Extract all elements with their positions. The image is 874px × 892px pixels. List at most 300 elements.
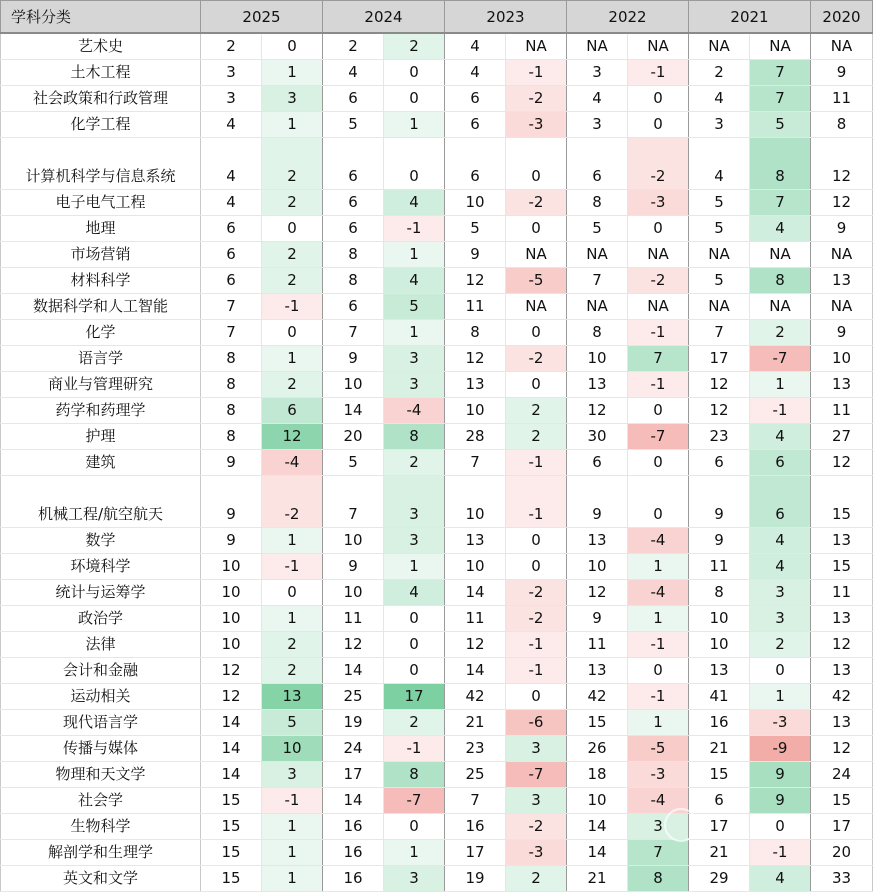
rank-cell[interactable]: NA bbox=[689, 33, 750, 60]
change-cell[interactable]: 0 bbox=[628, 216, 689, 242]
change-cell[interactable]: -1 bbox=[384, 736, 445, 762]
rank-cell[interactable]: 8 bbox=[567, 320, 628, 346]
change-cell[interactable]: 5 bbox=[750, 112, 811, 138]
header-year-2020[interactable]: 2020 bbox=[811, 1, 873, 34]
rank-cell[interactable]: 13 bbox=[567, 372, 628, 398]
rank-cell[interactable]: 15 bbox=[811, 554, 873, 580]
category-cell[interactable]: 法律 bbox=[1, 632, 201, 658]
rank-cell[interactable]: 27 bbox=[811, 424, 873, 450]
rank-cell[interactable]: 13 bbox=[811, 372, 873, 398]
change-cell[interactable]: 0 bbox=[384, 658, 445, 684]
rank-cell[interactable]: 5 bbox=[445, 216, 506, 242]
change-cell[interactable]: 1 bbox=[384, 840, 445, 866]
rank-cell[interactable]: NA bbox=[689, 294, 750, 320]
change-cell[interactable]: -2 bbox=[506, 606, 567, 632]
rank-cell[interactable]: 12 bbox=[811, 450, 873, 476]
category-cell[interactable]: 机械工程/航空航天 bbox=[1, 476, 201, 528]
rank-cell[interactable]: 2 bbox=[689, 60, 750, 86]
change-cell[interactable]: 7 bbox=[750, 86, 811, 112]
rank-cell[interactable]: 13 bbox=[445, 372, 506, 398]
rank-cell[interactable]: 3 bbox=[201, 60, 262, 86]
rank-cell[interactable]: 14 bbox=[445, 658, 506, 684]
rank-cell[interactable]: 10 bbox=[323, 372, 384, 398]
change-cell[interactable]: 0 bbox=[262, 320, 323, 346]
rank-cell[interactable]: 7 bbox=[201, 294, 262, 320]
category-cell[interactable]: 土木工程 bbox=[1, 60, 201, 86]
change-cell[interactable]: 6 bbox=[262, 398, 323, 424]
change-cell[interactable]: 1 bbox=[262, 814, 323, 840]
rank-cell[interactable]: 6 bbox=[323, 216, 384, 242]
change-cell[interactable]: -7 bbox=[506, 762, 567, 788]
rank-cell[interactable]: 4 bbox=[323, 60, 384, 86]
rank-cell[interactable]: 6 bbox=[201, 242, 262, 268]
rank-cell[interactable]: 10 bbox=[201, 580, 262, 606]
category-cell[interactable]: 计算机科学与信息系统 bbox=[1, 138, 201, 190]
rank-cell[interactable]: 19 bbox=[445, 866, 506, 892]
change-cell[interactable]: -3 bbox=[628, 762, 689, 788]
rank-cell[interactable]: 12 bbox=[811, 190, 873, 216]
rank-cell[interactable]: 17 bbox=[445, 840, 506, 866]
change-cell[interactable]: 3 bbox=[384, 476, 445, 528]
category-cell[interactable]: 物理和天文学 bbox=[1, 762, 201, 788]
rank-cell[interactable]: 10 bbox=[689, 606, 750, 632]
rank-cell[interactable]: 11 bbox=[567, 632, 628, 658]
change-cell[interactable]: 0 bbox=[506, 554, 567, 580]
rank-cell[interactable]: 10 bbox=[323, 528, 384, 554]
change-cell[interactable]: -1 bbox=[750, 398, 811, 424]
change-cell[interactable]: 0 bbox=[628, 658, 689, 684]
change-cell[interactable]: 0 bbox=[384, 814, 445, 840]
change-cell[interactable]: 1 bbox=[262, 866, 323, 892]
change-cell[interactable]: -2 bbox=[506, 86, 567, 112]
rank-cell[interactable]: 15 bbox=[201, 840, 262, 866]
rank-cell[interactable]: 7 bbox=[445, 788, 506, 814]
rank-cell[interactable]: 5 bbox=[323, 450, 384, 476]
rank-cell[interactable]: NA bbox=[811, 242, 873, 268]
change-cell[interactable]: 9 bbox=[750, 788, 811, 814]
change-cell[interactable]: 0 bbox=[384, 86, 445, 112]
change-cell[interactable]: 8 bbox=[628, 866, 689, 892]
rank-cell[interactable]: 8 bbox=[323, 268, 384, 294]
rank-cell[interactable]: 15 bbox=[201, 788, 262, 814]
rank-cell[interactable]: 6 bbox=[567, 450, 628, 476]
change-cell[interactable]: 3 bbox=[262, 762, 323, 788]
rank-cell[interactable]: 20 bbox=[323, 424, 384, 450]
change-cell[interactable]: 0 bbox=[506, 320, 567, 346]
rank-cell[interactable]: 5 bbox=[689, 268, 750, 294]
rank-cell[interactable]: 8 bbox=[201, 346, 262, 372]
rank-cell[interactable]: 14 bbox=[567, 840, 628, 866]
rank-cell[interactable]: 12 bbox=[201, 658, 262, 684]
change-cell[interactable]: 17 bbox=[384, 684, 445, 710]
rank-cell[interactable]: 12 bbox=[811, 632, 873, 658]
rank-cell[interactable]: 13 bbox=[689, 658, 750, 684]
rank-cell[interactable]: 8 bbox=[445, 320, 506, 346]
rank-cell[interactable]: 12 bbox=[689, 398, 750, 424]
rank-cell[interactable]: 16 bbox=[689, 710, 750, 736]
change-cell[interactable]: -4 bbox=[628, 528, 689, 554]
rank-cell[interactable]: 14 bbox=[567, 814, 628, 840]
change-cell[interactable]: 3 bbox=[628, 814, 689, 840]
category-cell[interactable]: 地理 bbox=[1, 216, 201, 242]
change-cell[interactable]: -3 bbox=[506, 840, 567, 866]
change-cell[interactable]: NA bbox=[628, 33, 689, 60]
change-cell[interactable]: 12 bbox=[262, 424, 323, 450]
category-cell[interactable]: 生物科学 bbox=[1, 814, 201, 840]
rank-cell[interactable]: 17 bbox=[689, 814, 750, 840]
change-cell[interactable]: -2 bbox=[506, 814, 567, 840]
change-cell[interactable]: -3 bbox=[628, 190, 689, 216]
change-cell[interactable]: NA bbox=[750, 33, 811, 60]
rank-cell[interactable]: 8 bbox=[201, 398, 262, 424]
header-year-2025[interactable]: 2025 bbox=[201, 1, 323, 34]
change-cell[interactable]: 2 bbox=[384, 450, 445, 476]
category-cell[interactable]: 统计与运筹学 bbox=[1, 580, 201, 606]
change-cell[interactable]: -7 bbox=[384, 788, 445, 814]
rank-cell[interactable]: 9 bbox=[323, 346, 384, 372]
rank-cell[interactable]: 7 bbox=[323, 476, 384, 528]
change-cell[interactable]: 0 bbox=[262, 33, 323, 60]
category-cell[interactable]: 化学 bbox=[1, 320, 201, 346]
category-cell[interactable]: 材料科学 bbox=[1, 268, 201, 294]
header-year-2023[interactable]: 2023 bbox=[445, 1, 567, 34]
rank-cell[interactable]: 15 bbox=[567, 710, 628, 736]
rank-cell[interactable]: 5 bbox=[567, 216, 628, 242]
rank-cell[interactable]: 6 bbox=[323, 294, 384, 320]
rank-cell[interactable]: 4 bbox=[445, 60, 506, 86]
change-cell[interactable]: NA bbox=[506, 294, 567, 320]
rank-cell[interactable]: 10 bbox=[445, 190, 506, 216]
change-cell[interactable]: 3 bbox=[262, 86, 323, 112]
rank-cell[interactable]: NA bbox=[567, 242, 628, 268]
rank-cell[interactable]: 14 bbox=[201, 762, 262, 788]
rank-cell[interactable]: 13 bbox=[811, 528, 873, 554]
category-cell[interactable]: 现代语言学 bbox=[1, 710, 201, 736]
rank-cell[interactable]: 11 bbox=[689, 554, 750, 580]
change-cell[interactable]: 2 bbox=[384, 710, 445, 736]
change-cell[interactable]: NA bbox=[506, 242, 567, 268]
rank-cell[interactable]: 4 bbox=[201, 112, 262, 138]
change-cell[interactable]: NA bbox=[750, 294, 811, 320]
rank-cell[interactable]: 12 bbox=[445, 268, 506, 294]
header-year-2022[interactable]: 2022 bbox=[567, 1, 689, 34]
change-cell[interactable]: 3 bbox=[506, 788, 567, 814]
change-cell[interactable]: 0 bbox=[506, 528, 567, 554]
rank-cell[interactable]: NA bbox=[811, 33, 873, 60]
category-cell[interactable]: 运动相关 bbox=[1, 684, 201, 710]
rank-cell[interactable]: 13 bbox=[567, 658, 628, 684]
change-cell[interactable]: 5 bbox=[384, 294, 445, 320]
rank-cell[interactable]: 7 bbox=[689, 320, 750, 346]
rank-cell[interactable]: 11 bbox=[323, 606, 384, 632]
rank-cell[interactable]: 3 bbox=[567, 112, 628, 138]
category-cell[interactable]: 解剖学和生理学 bbox=[1, 840, 201, 866]
category-cell[interactable]: 数学 bbox=[1, 528, 201, 554]
change-cell[interactable]: -1 bbox=[506, 60, 567, 86]
change-cell[interactable]: 7 bbox=[750, 60, 811, 86]
change-cell[interactable]: 2 bbox=[750, 632, 811, 658]
change-cell[interactable]: 2 bbox=[262, 632, 323, 658]
rank-cell[interactable]: 14 bbox=[323, 658, 384, 684]
rank-cell[interactable]: 23 bbox=[445, 736, 506, 762]
change-cell[interactable]: 1 bbox=[628, 554, 689, 580]
rank-cell[interactable]: NA bbox=[689, 242, 750, 268]
rank-cell[interactable]: 8 bbox=[811, 112, 873, 138]
change-cell[interactable]: 0 bbox=[628, 112, 689, 138]
change-cell[interactable]: 0 bbox=[262, 216, 323, 242]
change-cell[interactable]: 4 bbox=[750, 528, 811, 554]
rank-cell[interactable]: 9 bbox=[201, 476, 262, 528]
change-cell[interactable]: -4 bbox=[628, 788, 689, 814]
rank-cell[interactable]: 7 bbox=[323, 320, 384, 346]
change-cell[interactable]: 1 bbox=[750, 372, 811, 398]
rank-cell[interactable]: 12 bbox=[811, 138, 873, 190]
change-cell[interactable]: 0 bbox=[750, 658, 811, 684]
category-cell[interactable]: 艺术史 bbox=[1, 33, 201, 60]
change-cell[interactable]: 3 bbox=[384, 528, 445, 554]
rank-cell[interactable]: 10 bbox=[445, 398, 506, 424]
rank-cell[interactable]: 12 bbox=[323, 632, 384, 658]
change-cell[interactable]: 6 bbox=[750, 450, 811, 476]
change-cell[interactable]: -3 bbox=[750, 710, 811, 736]
rank-cell[interactable]: 15 bbox=[201, 814, 262, 840]
rank-cell[interactable]: 25 bbox=[445, 762, 506, 788]
change-cell[interactable]: 1 bbox=[262, 60, 323, 86]
rank-cell[interactable]: NA bbox=[567, 294, 628, 320]
category-cell[interactable]: 化学工程 bbox=[1, 112, 201, 138]
change-cell[interactable]: 8 bbox=[384, 762, 445, 788]
change-cell[interactable]: 5 bbox=[262, 710, 323, 736]
category-cell[interactable]: 传播与媒体 bbox=[1, 736, 201, 762]
change-cell[interactable]: -1 bbox=[506, 450, 567, 476]
rank-cell[interactable]: 14 bbox=[323, 788, 384, 814]
change-cell[interactable]: 2 bbox=[262, 268, 323, 294]
rank-cell[interactable]: 42 bbox=[811, 684, 873, 710]
rank-cell[interactable]: 13 bbox=[811, 710, 873, 736]
category-cell[interactable]: 市场营销 bbox=[1, 242, 201, 268]
rank-cell[interactable]: 17 bbox=[811, 814, 873, 840]
rank-cell[interactable]: 4 bbox=[689, 86, 750, 112]
category-cell[interactable]: 药学和药理学 bbox=[1, 398, 201, 424]
rank-cell[interactable]: 13 bbox=[811, 606, 873, 632]
rank-cell[interactable]: 4 bbox=[201, 190, 262, 216]
change-cell[interactable]: 4 bbox=[750, 424, 811, 450]
rank-cell[interactable]: 10 bbox=[567, 346, 628, 372]
rank-cell[interactable]: 12 bbox=[201, 684, 262, 710]
rank-cell[interactable]: 42 bbox=[567, 684, 628, 710]
rank-cell[interactable]: 11 bbox=[811, 580, 873, 606]
change-cell[interactable]: -1 bbox=[262, 294, 323, 320]
change-cell[interactable]: 0 bbox=[506, 372, 567, 398]
change-cell[interactable]: 1 bbox=[628, 606, 689, 632]
change-cell[interactable]: 1 bbox=[628, 710, 689, 736]
change-cell[interactable]: -9 bbox=[750, 736, 811, 762]
change-cell[interactable]: 2 bbox=[506, 398, 567, 424]
change-cell[interactable]: 6 bbox=[750, 476, 811, 528]
change-cell[interactable]: 0 bbox=[384, 606, 445, 632]
rank-cell[interactable]: 2 bbox=[323, 33, 384, 60]
rank-cell[interactable]: 4 bbox=[445, 33, 506, 60]
rank-cell[interactable]: 29 bbox=[689, 866, 750, 892]
change-cell[interactable]: 7 bbox=[628, 840, 689, 866]
change-cell[interactable]: -3 bbox=[506, 112, 567, 138]
header-category[interactable]: 学科分类 bbox=[1, 1, 201, 34]
rank-cell[interactable]: 13 bbox=[811, 658, 873, 684]
rank-cell[interactable]: 8 bbox=[689, 580, 750, 606]
rank-cell[interactable]: 10 bbox=[811, 346, 873, 372]
change-cell[interactable]: 1 bbox=[384, 554, 445, 580]
rank-cell[interactable]: 23 bbox=[689, 424, 750, 450]
rank-cell[interactable]: 5 bbox=[689, 216, 750, 242]
rank-cell[interactable]: 11 bbox=[811, 86, 873, 112]
change-cell[interactable]: -2 bbox=[506, 190, 567, 216]
rank-cell[interactable]: 6 bbox=[689, 450, 750, 476]
change-cell[interactable]: -1 bbox=[628, 60, 689, 86]
change-cell[interactable]: 0 bbox=[384, 60, 445, 86]
rank-cell[interactable]: 14 bbox=[201, 736, 262, 762]
change-cell[interactable]: 1 bbox=[262, 606, 323, 632]
rank-cell[interactable]: 13 bbox=[567, 528, 628, 554]
change-cell[interactable]: -1 bbox=[262, 554, 323, 580]
rank-cell[interactable]: 9 bbox=[689, 528, 750, 554]
rank-cell[interactable]: 10 bbox=[201, 632, 262, 658]
category-cell[interactable]: 环境科学 bbox=[1, 554, 201, 580]
change-cell[interactable]: 0 bbox=[628, 450, 689, 476]
rank-cell[interactable]: 9 bbox=[811, 320, 873, 346]
change-cell[interactable]: -2 bbox=[262, 476, 323, 528]
rank-cell[interactable]: 12 bbox=[567, 398, 628, 424]
change-cell[interactable]: 0 bbox=[628, 86, 689, 112]
category-cell[interactable]: 语言学 bbox=[1, 346, 201, 372]
rank-cell[interactable]: 16 bbox=[445, 814, 506, 840]
rank-cell[interactable]: 10 bbox=[323, 580, 384, 606]
change-cell[interactable]: 1 bbox=[750, 684, 811, 710]
change-cell[interactable]: 3 bbox=[384, 372, 445, 398]
rank-cell[interactable]: 10 bbox=[567, 554, 628, 580]
rank-cell[interactable]: 14 bbox=[201, 710, 262, 736]
rank-cell[interactable]: 9 bbox=[445, 242, 506, 268]
rank-cell[interactable]: 21 bbox=[445, 710, 506, 736]
rank-cell[interactable]: 12 bbox=[689, 372, 750, 398]
rank-cell[interactable]: 2 bbox=[201, 33, 262, 60]
rank-cell[interactable]: 14 bbox=[323, 398, 384, 424]
rank-cell[interactable]: 21 bbox=[689, 736, 750, 762]
rank-cell[interactable]: 16 bbox=[323, 814, 384, 840]
rank-cell[interactable]: 6 bbox=[445, 86, 506, 112]
rank-cell[interactable]: 9 bbox=[811, 60, 873, 86]
header-year-2021[interactable]: 2021 bbox=[689, 1, 811, 34]
change-cell[interactable]: 0 bbox=[750, 814, 811, 840]
rank-cell[interactable]: 15 bbox=[689, 762, 750, 788]
change-cell[interactable]: -1 bbox=[506, 632, 567, 658]
change-cell[interactable]: 1 bbox=[262, 528, 323, 554]
rank-cell[interactable]: 28 bbox=[445, 424, 506, 450]
change-cell[interactable]: NA bbox=[750, 242, 811, 268]
category-cell[interactable]: 电子电气工程 bbox=[1, 190, 201, 216]
category-cell[interactable]: 英文和文学 bbox=[1, 866, 201, 892]
header-year-2024[interactable]: 2024 bbox=[323, 1, 445, 34]
rank-cell[interactable]: 18 bbox=[567, 762, 628, 788]
rank-cell[interactable]: 9 bbox=[567, 476, 628, 528]
rank-cell[interactable]: 10 bbox=[445, 554, 506, 580]
rank-cell[interactable]: 14 bbox=[445, 580, 506, 606]
change-cell[interactable]: 2 bbox=[750, 320, 811, 346]
change-cell[interactable]: -1 bbox=[628, 684, 689, 710]
rank-cell[interactable]: 15 bbox=[201, 866, 262, 892]
rank-cell[interactable]: 10 bbox=[689, 632, 750, 658]
rank-cell[interactable]: 8 bbox=[323, 242, 384, 268]
rank-cell[interactable]: 41 bbox=[689, 684, 750, 710]
change-cell[interactable]: 2 bbox=[262, 190, 323, 216]
rank-cell[interactable]: 7 bbox=[201, 320, 262, 346]
change-cell[interactable]: 4 bbox=[750, 216, 811, 242]
change-cell[interactable]: 2 bbox=[262, 658, 323, 684]
change-cell[interactable]: 3 bbox=[506, 736, 567, 762]
change-cell[interactable]: 4 bbox=[750, 554, 811, 580]
rank-cell[interactable]: 4 bbox=[689, 138, 750, 190]
rank-cell[interactable]: 19 bbox=[323, 710, 384, 736]
rank-cell[interactable]: 16 bbox=[323, 866, 384, 892]
change-cell[interactable]: 1 bbox=[384, 242, 445, 268]
change-cell[interactable]: 8 bbox=[750, 268, 811, 294]
rank-cell[interactable]: 6 bbox=[323, 86, 384, 112]
change-cell[interactable]: -2 bbox=[506, 580, 567, 606]
rank-cell[interactable]: 6 bbox=[689, 788, 750, 814]
rank-cell[interactable]: 17 bbox=[323, 762, 384, 788]
rank-cell[interactable]: 24 bbox=[323, 736, 384, 762]
change-cell[interactable]: -4 bbox=[628, 580, 689, 606]
change-cell[interactable]: 3 bbox=[750, 606, 811, 632]
change-cell[interactable]: 8 bbox=[750, 138, 811, 190]
change-cell[interactable]: -5 bbox=[506, 268, 567, 294]
category-cell[interactable]: 商业与管理研究 bbox=[1, 372, 201, 398]
change-cell[interactable]: 2 bbox=[262, 138, 323, 190]
change-cell[interactable]: 0 bbox=[628, 476, 689, 528]
change-cell[interactable]: 0 bbox=[628, 398, 689, 424]
change-cell[interactable]: -7 bbox=[750, 346, 811, 372]
rank-cell[interactable]: 6 bbox=[567, 138, 628, 190]
change-cell[interactable]: 1 bbox=[262, 112, 323, 138]
rank-cell[interactable]: 15 bbox=[811, 476, 873, 528]
rank-cell[interactable]: 11 bbox=[445, 294, 506, 320]
rank-cell[interactable]: 7 bbox=[567, 268, 628, 294]
change-cell[interactable]: 0 bbox=[262, 580, 323, 606]
rank-cell[interactable]: 6 bbox=[445, 138, 506, 190]
category-cell[interactable]: 社会政策和行政管理 bbox=[1, 86, 201, 112]
rank-cell[interactable]: 24 bbox=[811, 762, 873, 788]
rank-cell[interactable]: 20 bbox=[811, 840, 873, 866]
rank-cell[interactable]: 6 bbox=[323, 138, 384, 190]
change-cell[interactable]: -4 bbox=[384, 398, 445, 424]
rank-cell[interactable]: 9 bbox=[323, 554, 384, 580]
rank-cell[interactable]: 9 bbox=[201, 450, 262, 476]
rank-cell[interactable]: 33 bbox=[811, 866, 873, 892]
category-cell[interactable]: 数据科学和人工智能 bbox=[1, 294, 201, 320]
category-cell[interactable]: 护理 bbox=[1, 424, 201, 450]
change-cell[interactable]: -1 bbox=[506, 658, 567, 684]
rank-cell[interactable]: 4 bbox=[567, 86, 628, 112]
change-cell[interactable]: -2 bbox=[628, 138, 689, 190]
rank-cell[interactable]: 11 bbox=[811, 398, 873, 424]
rank-cell[interactable]: 3 bbox=[689, 112, 750, 138]
change-cell[interactable]: 2 bbox=[262, 372, 323, 398]
change-cell[interactable]: 1 bbox=[384, 112, 445, 138]
category-cell[interactable]: 社会学 bbox=[1, 788, 201, 814]
change-cell[interactable]: 1 bbox=[262, 840, 323, 866]
rank-cell[interactable]: 12 bbox=[445, 346, 506, 372]
rank-cell[interactable]: 11 bbox=[445, 606, 506, 632]
rank-cell[interactable]: 8 bbox=[201, 372, 262, 398]
